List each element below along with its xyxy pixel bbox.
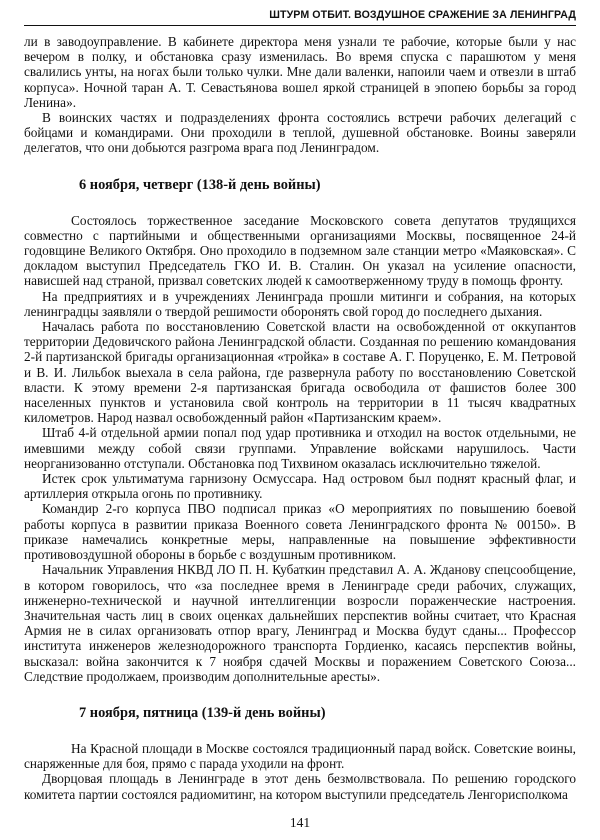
running-header	[24, 9, 576, 26]
body-paragraph: Штаб 4-й отдельной армии попал под удар противника и отходил на восток отдельными, не имевшими между собой связи группами. Управление войсками нарушилось. Части неорганизованно отступали. Обстановка под Тихвином оказалась исключительно тяжелой.	[24, 425, 576, 471]
section-heading-nov-7: 7 ноября, пятница (139-й день войны)	[79, 704, 326, 721]
page-body	[24, 34, 576, 802]
body-paragraph: На предприятиях и в учреждениях Ленинграда прошли митинги и собрания, на которых ленинградцы заявляли о твердой решимости оборонять свой город до последнего дыхания.	[24, 288, 576, 319]
body-paragraph: В воинских частях и подразделениях фронта состоялись встречи рабочих делегаций с бойцами и командирами. Они проходили в теплой, душевной обстановке. Воины заверяли делегатов, что они добьются разгрома врага под Ленинградом.	[24, 110, 576, 156]
body-paragraph: Дворцовая площадь в Ленинграде в этот день безмолвствовала. По решению городского комитета партии состоялся радиомитинг, на котором выступили председатель Ленгорисполкома	[24, 771, 576, 802]
running-title: ШТУРМ ОТБИТ. ВОЗДУШНОЕ СРАЖЕНИЕ ЗА ЛЕНИНГРАД	[269, 9, 576, 21]
body-paragraph: Состоялось торжественное заседание Московского совета депутатов трудящихся совместно с партийными и общественными организациями Москвы, посвященное 24-й годовщине Великого Октября. Оно проходило в подземном зале станции метро «Маяковская». С докладом выступил Председатель ГКО И. В. Сталин. Он указал на усиление опасности, нависшей над страной, призвал советских людей к самоотверженному труду в помощь фронту.	[24, 212, 576, 289]
body-paragraph: Истек срок ультиматума гарнизону Осмуссара. Над островом был поднят красный флаг, и артиллерия открыла огонь по противнику.	[24, 471, 576, 502]
body-paragraph: ли в заводоуправление. В кабинете директора меня узнали те рабочие, которые были у нас вечером в полку, и обстановка сразу изменилась. Во время спуска с парашютом у меня свалились унты, на ногах были только чулки. Мне дали валенки, напоили чаем и отвезли в штаб корпуса». Ночной таран А. Т. Севастьянова вошел яркой страницей в эпопею борьбы за город Ленина».	[24, 34, 576, 110]
page-number: 141	[289, 815, 311, 830]
body-paragraph: На Красной площади в Москве состоялся традиционный парад войск. Советские воины, снаряженные для боя, прямо с парада уходили на фронт.	[24, 740, 576, 772]
body-paragraph: Командир 2-го корпуса ПВО подписал приказ «О мероприятиях по повышению боевой работы корпуса в развитии приказа Военного совета Ленинградского фронта № 00150». В приказе намечались конкретные меры, направленные на повышение эффективности противовоздушной обороны в борьбе с воздушным противником.	[24, 501, 576, 563]
body-paragraph: Началась работа по восстановлению Советской власти на освобожденной от оккупантов территории Дедовичского района Ленинградской области. Созданная по решению командования 2-й партизанской бригады организационная «тройка» в составе А. Г. Поруценко, Е. М. Петровой и В. И. Лильбок выехала в села района, где развернула работу по восстановлению Советской власти. К этому времени 2-я партизанская бригада освободила от фашистов более 300 населенных пунктов и установила свой контроль на территории в 11 тысяч квадратных километров. Народ назвал освобожденный район «Партизанским краем».	[24, 319, 576, 426]
section-heading-nov-6: 6 ноября, четверг (138-й день войны)	[79, 176, 321, 193]
body-paragraph: Начальник Управления НКВД ЛО П. Н. Кубаткин представил А. А. Жданову спецсообщение, в котором говорилось, что «за последнее время в Ленинграде среди рабочих, служащих, инженерно-технической и научной интеллигенции возросли пораженческие настроения. Значительная часть лиц в своих оценках дальнейших перспектив войны считает, что Красная Армия не в силах организовать отпор врагу, Ленинград и Москва будут сданы... Профессор института инженеров железнодорожного транспорта Гордиенко, касаясь перспектив войны, высказал: война закончится к 7 ноября сдачей Москвы и поражением Советского Союза... Следствие продолжаем, производим дополнительные аресты».	[24, 562, 576, 684]
